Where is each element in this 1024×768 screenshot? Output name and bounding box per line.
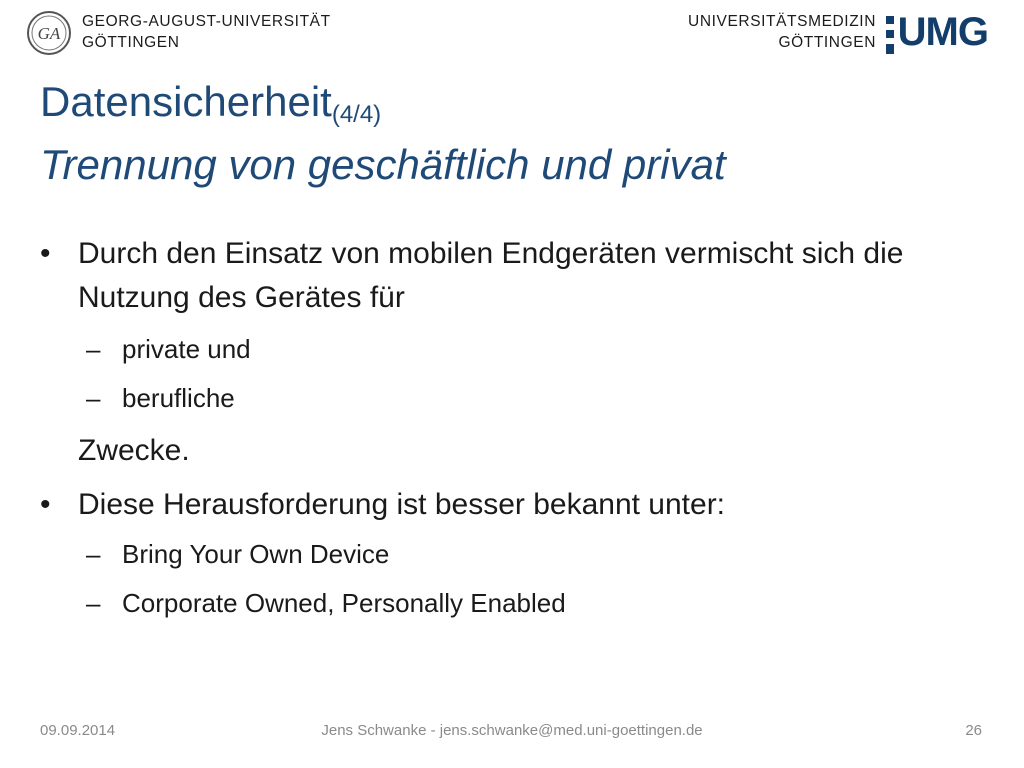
slide-body: [40, 232, 1000, 622]
umg-wordmark: UMG: [897, 10, 988, 54]
slide-footer: [0, 722, 1024, 744]
umg-logo: [668, 10, 988, 56]
title-text: Datensicherheit: [40, 78, 332, 125]
university-name-line2: GÖTTINGEN: [82, 34, 180, 51]
dash-icon: –: [86, 588, 101, 618]
umg-bars-icon: [886, 16, 894, 56]
sub-bullet-text: Bring Your Own Device: [122, 539, 390, 569]
sub-bullet-text: private und: [122, 334, 251, 364]
bullet-icon: •: [40, 237, 51, 270]
footer-date: 09.09.2014: [40, 722, 116, 739]
sub-bullet-item: [40, 379, 1000, 417]
slide-subtitle: Trennung von geschäftlich und privat: [40, 141, 726, 188]
bullet-text: Durch den Einsatz von mobilen Endgeräten vermischt sich die Nutzung des Gerätes für: [78, 237, 904, 314]
seal-letters: GA: [37, 24, 61, 43]
title-counter: (4/4): [331, 101, 382, 128]
umg-name-line2: GÖTTINGEN: [778, 34, 876, 51]
dash-icon: –: [86, 539, 101, 569]
slide-title-block: [40, 78, 990, 191]
bullet-text: Diese Herausforderung ist besser bekannt unter:: [78, 488, 726, 521]
sub-bullet-text: berufliche: [122, 383, 235, 413]
footer-page-number: 26: [965, 722, 982, 739]
bullet-continuation: Zwecke.: [78, 434, 190, 467]
umg-name-line1: UNIVERSITÄTSMEDIZIN: [688, 13, 876, 30]
dash-icon: –: [86, 383, 101, 413]
university-seal-icon: [26, 10, 72, 56]
slide-title: [40, 78, 990, 139]
sub-bullet-item: [40, 330, 1000, 368]
sub-bullet-text: Corporate Owned, Personally Enabled: [122, 588, 566, 618]
dash-icon: –: [86, 334, 101, 364]
university-name-line1: GEORG-AUGUST-UNIVERSITÄT: [82, 13, 331, 30]
footer-author: Jens Schwanke - jens.schwanke@med.uni-goettingen.de: [321, 722, 703, 739]
sub-bullet-item: [40, 535, 1000, 573]
university-logo: [26, 10, 346, 56]
sub-bullet-item: [40, 584, 1000, 622]
bullet-item: [40, 232, 1000, 320]
bullet-item: [40, 483, 1000, 527]
bullet-icon: •: [40, 488, 51, 521]
